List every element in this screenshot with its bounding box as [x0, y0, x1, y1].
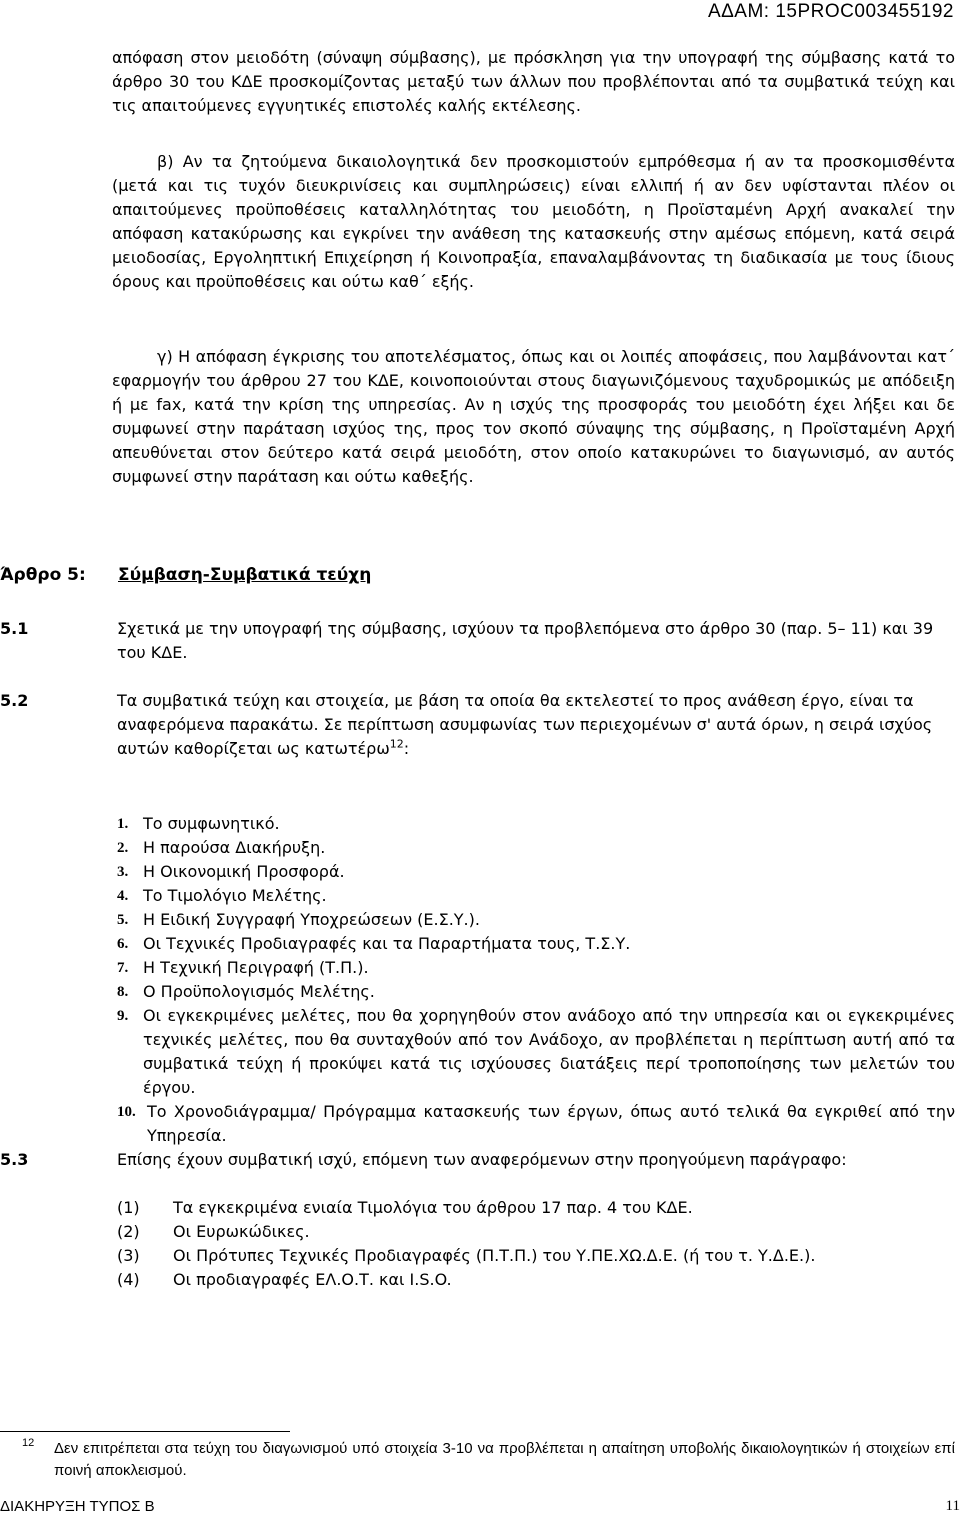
list-item-number: (2) — [117, 1222, 140, 1241]
list-item — [117, 812, 955, 836]
list-item-number: 6. — [117, 936, 129, 952]
list-item — [117, 956, 955, 980]
list-item-number: 4. — [117, 888, 129, 904]
contract-documents-list — [117, 812, 955, 1148]
footnote — [22, 1437, 955, 1482]
list-item — [117, 1100, 955, 1148]
list-item-text: Οι Πρότυπες Τεχνικές Προδιαγραφές (Π.Τ.Π.) του Υ.ΠΕ.ΧΩ.Δ.Ε. (ή του τ. Υ.Δ.Ε.). — [173, 1246, 816, 1265]
article-title: Σύμβαση-Συμβατικά τεύχη — [118, 565, 372, 585]
list-item-number: 9. — [117, 1008, 129, 1024]
continuation-paragraph: απόφαση στον μειοδότη (σύναψη σύμβασης), με πρόσκληση για την υπογραφή της σύμβασης κατά το άρθρο 30 του ΚΔΕ προσκομίζοντας μεταξύ των άλλων που προβλέπονται από τα συμβατικά τεύχη και τις απαιτούμενες εγγυητικές επιστολές καλής εκτέλεσης. — [112, 48, 955, 115]
additional-references-list — [117, 1196, 955, 1292]
list-item-text: Ο Προϋπολογισμός Μελέτης. — [143, 982, 375, 1001]
list-item-text: Οι Ευρωκώδικες. — [173, 1222, 310, 1241]
list-item-text: Η Ειδική Συγγραφή Υποχρεώσεων (Ε.Σ.Υ.). — [143, 910, 480, 929]
list-item-text: Η Τεχνική Περιγραφή (Τ.Π.). — [143, 958, 369, 977]
list-item-text: Οι Τεχνικές Προδιαγραφές και τα Παραρτήματα τους, Τ.Σ.Υ. — [143, 934, 631, 953]
footnote-text: Δεν επιτρέπεται στα τεύχη του διαγωνισμού υπό στοιχεία 3-10 να προβλέπεται η απαίτηση υποβολής δικαιολογητικών ή στοιχείων επί ποινή αποκλεισμού. — [54, 1440, 955, 1479]
list-item-number: 2. — [117, 840, 129, 856]
list-item — [117, 908, 955, 932]
footnote-divider — [0, 1431, 290, 1432]
section-number: 5.1 — [0, 619, 29, 638]
article-number: Άρθρο 5: — [0, 565, 86, 585]
list-item-text: Η Οικονομική Προσφορά. — [143, 862, 345, 881]
list-item — [117, 1196, 955, 1220]
paragraph-b: β) Αν τα ζητούμενα δικαιολογητικά δεν προσκομιστούν εμπρόθεσμα ή αν τα προσκομισθέντα (μετά και τις τυχόν διευκρινίσεις και συμπληρώσεις) είναι ελλιπή ή αν δεν υφίστανται πλέον οι απαιτούμενες προϋποθέσεις καταλληλότητας του μειοδότη, η Προϊσταμένη Αρχή ανακαλεί την απόφαση κατακύρωσης και εγκρίνει την ανάθεση της κατασκευής στην αμέσως επόμενη, κατά σειρά μειοδοσίας, Εργοληπτική Επιχείρηση ή Κοινοπραξία, επαναλαμβάνοντας τη διαδικασία με τους ίδιους όρους και προϋποθέσεις και ούτω καθ΄ εξής. — [112, 152, 955, 291]
list-item-text: Το συμφωνητικό. — [143, 814, 280, 833]
footer-document-type: ΔΙΑΚΗΡΥΞΗ ΤΥΠΟΣ Β — [0, 1498, 155, 1515]
list-item — [117, 932, 955, 956]
footnote-reference[interactable]: 12 — [389, 737, 404, 751]
list-item-number: 10. — [117, 1104, 136, 1120]
list-item — [117, 884, 955, 908]
section-number: 5.3 — [0, 1150, 29, 1169]
list-item-text: Οι προδιαγραφές ΕΛ.Ο.Τ. και I.S.O. — [173, 1270, 452, 1289]
list-item-number: 7. — [117, 960, 129, 976]
list-item-text: Τα εγκεκριμένα ενιαία Τιμολόγια του άρθρου 17 παρ. 4 του ΚΔΕ. — [173, 1198, 693, 1217]
page-number: 11 — [945, 1498, 960, 1514]
list-item — [117, 860, 955, 884]
section-text-body: Τα συμβατικά τεύχη και στοιχεία, με βάση τα οποία θα εκτελεστεί το προς ανάθεση έργο, είναι τα αναφερόμενα παρακάτω. Σε περίπτωση ασυμφωνίας των περιεχομένων σ' αυτά όρων, η σειρά ισχύος αυτών καθορίζεται ως κατωτέρω — [117, 691, 933, 758]
list-item — [117, 980, 955, 1004]
list-item-number: 8. — [117, 984, 129, 1000]
list-item-text: Οι εγκεκριμένες μελέτες, που θα χορηγηθούν στον ανάδοχο από την υπηρεσία και οι εγκεκριμένες τεχνικές μελέτες, που θα συνταχθούν από τον Ανάδοχο, αν προβλέπεται η περίπτωση αυτή από τα συμβατικά τεύχη ή προκύψει κατά τις ισχύουσες διατάξεις περί τροποποίησης των μελετών του έργου. — [143, 1006, 955, 1097]
list-item-text: Το Χρονοδιάγραμμα/ Πρόγραμμα κατασκευής των έργων, όπως αυτό τελικά θα εγκριθεί από την Υπηρεσία. — [147, 1102, 955, 1145]
section-text-suffix: : — [403, 739, 410, 758]
list-item-text: Η παρούσα Διακήρυξη. — [143, 838, 326, 857]
list-item-number: (3) — [117, 1246, 140, 1265]
list-item-number: (4) — [117, 1270, 140, 1289]
list-item — [117, 1220, 955, 1244]
list-item — [117, 1244, 955, 1268]
footnote-mark: 12 — [22, 1437, 35, 1449]
list-item-number: 1. — [117, 816, 129, 832]
list-item-text: Το Τιμολόγιο Μελέτης. — [143, 886, 327, 905]
section-text: Επίσης έχουν συμβατική ισχύ, επόμενη των αναφερόμενων στην προηγούμενη παράγραφο: — [117, 1150, 847, 1169]
list-item-number: 3. — [117, 864, 129, 880]
section-number: 5.2 — [0, 691, 29, 710]
list-item-number: 5. — [117, 912, 129, 928]
article-heading — [0, 565, 371, 585]
section-text: Σχετικά με την υπογραφή της σύμβασης, ισχύουν τα προβλεπόμενα στο άρθρο 30 (παρ. 5– 11) και 39 του ΚΔΕ. — [117, 619, 934, 662]
list-item — [117, 836, 955, 860]
list-item — [117, 1268, 955, 1292]
list-item — [117, 1004, 955, 1100]
paragraph-c: γ) Η απόφαση έγκρισης του αποτελέσματος, όπως και οι λοιπές αποφάσεις, που λαμβάνονται κατ΄ εφαρμογήν του άρθρου 27 του ΚΔΕ, κοινοποιούνται στους διαγωνιζόμενους ταχυδρομικώς με απόδειξη ή με fax, κατά την κρίση της υπηρεσίας. Αν η ισχύς της προσφοράς του μειοδότη έχει λήξει και δε συμφωνεί στην παράταση ισχύος της, προς τον σκοπό σύναψης της σύμβασης, η Προϊσταμένη Αρχή απευθύνεται στον δεύτερο κατά σειρά μειοδότη, στον οποίο κατακυρώνει το διαγωνισμό, αν αυτός συμφωνεί στην παράταση και ούτω καθεξής. — [112, 347, 955, 486]
section-text — [117, 689, 955, 761]
list-item-number: (1) — [117, 1198, 140, 1217]
document-code: ΑΔΑΜ: 15PROC003455192 — [707, 1, 954, 22]
